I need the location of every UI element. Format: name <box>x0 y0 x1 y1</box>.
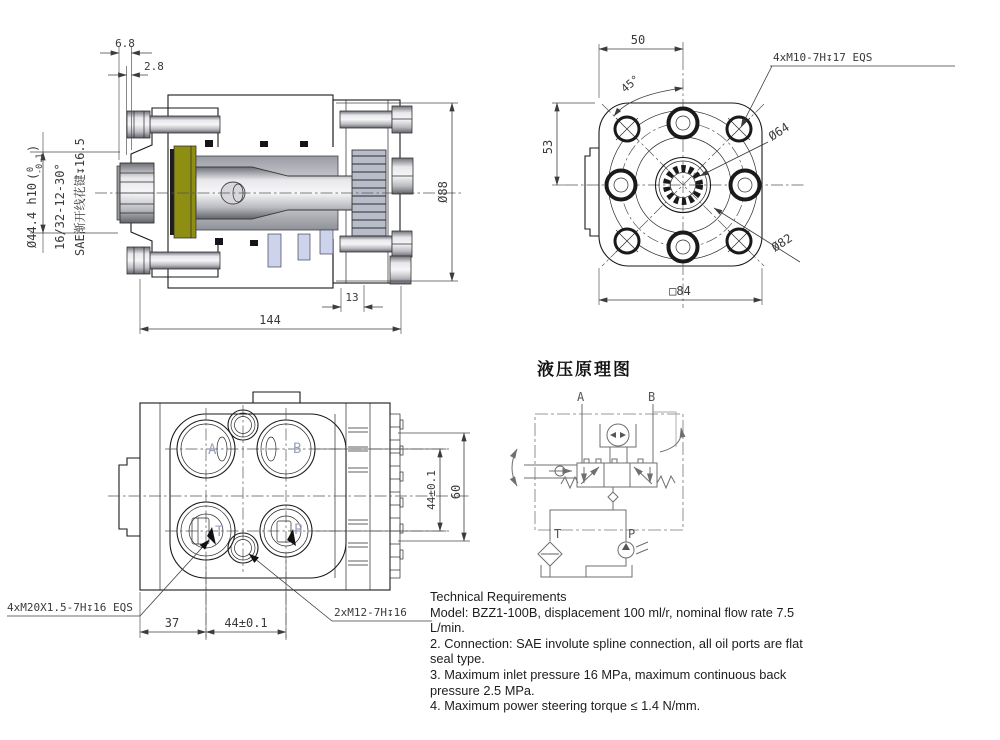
svg-text:Ø64: Ø64 <box>766 119 792 144</box>
tech-req-line: L/min. <box>430 620 465 636</box>
technical-requirements <box>430 589 810 714</box>
directional-valve <box>577 459 657 487</box>
port-view <box>7 392 470 640</box>
svg-text:144: 144 <box>259 313 281 327</box>
svg-text:60: 60 <box>449 484 463 500</box>
spline-note-label: SAE渐开线花键↧16.5 <box>73 138 87 256</box>
schematic-port-b: B <box>648 390 656 404</box>
o-ring <box>300 141 308 147</box>
feedback-arrow <box>660 428 681 452</box>
threaded-hole <box>615 117 639 141</box>
mount-hole <box>607 171 636 200</box>
svg-text:□84: □84 <box>669 284 691 298</box>
stud <box>268 234 281 267</box>
svg-text:): ) <box>26 144 40 152</box>
svg-text:4xM10-7H↧17 EQS: 4xM10-7H↧17 EQS <box>773 51 873 64</box>
side-tab <box>585 148 599 236</box>
dim-144 <box>140 279 401 334</box>
svg-text:6.8: 6.8 <box>115 37 135 50</box>
dim-37 <box>140 592 206 638</box>
svg-text:44±0.1: 44±0.1 <box>224 616 268 630</box>
mount-hole <box>669 233 698 262</box>
svg-text:A: A <box>208 442 217 458</box>
mount-hole <box>669 109 698 138</box>
tech-req-line: Model: BZZ1-100B, displacement 100 ml/r, nominal flow rate 7.5 <box>430 604 795 620</box>
seal-ring <box>170 149 174 235</box>
svg-text:2.8: 2.8 <box>144 60 164 73</box>
tech-req-title: Technical Requirements <box>430 589 567 604</box>
svg-text:Ø88: Ø88 <box>436 181 450 203</box>
svg-text:53: 53 <box>541 139 555 155</box>
svg-text:45°: 45° <box>618 72 643 96</box>
bolt-bottom-left <box>127 247 220 274</box>
threaded-hole <box>727 229 751 253</box>
svg-text:0: 0 <box>26 166 36 172</box>
bolt-top-right <box>340 106 412 133</box>
section-view <box>25 37 462 334</box>
svg-text:B: B <box>293 441 302 457</box>
steering-input <box>512 449 577 486</box>
spring-right <box>657 476 675 488</box>
spline-spec-label: 16/32-12-30° <box>53 163 67 250</box>
dim-53 <box>541 103 595 185</box>
threaded-hole <box>727 117 751 141</box>
svg-text:P: P <box>294 522 303 538</box>
o-ring <box>250 240 258 246</box>
bolt-top-left <box>127 111 220 138</box>
spring-left <box>561 477 578 488</box>
svg-text:44±0.1: 44±0.1 <box>425 470 438 510</box>
unit-boundary <box>535 414 683 530</box>
stud <box>320 230 333 254</box>
svg-text:T: T <box>215 524 224 540</box>
return-pressure-lines <box>550 487 626 542</box>
svg-text:2xM12-7H↧16: 2xM12-7H↧16 <box>334 606 407 619</box>
svg-text:Ø44.4 h10: Ø44.4 h10 <box>25 182 39 248</box>
svg-text:50: 50 <box>630 33 646 47</box>
front-view <box>541 33 955 308</box>
schematic-title: 液压原理图 <box>537 360 632 380</box>
tech-req-line: pressure 2.5 MPa. <box>430 682 535 698</box>
thread-callout <box>741 51 955 127</box>
pump <box>586 527 648 577</box>
dim-50 <box>599 33 683 98</box>
svg-text:-0.1: -0.1 <box>35 153 45 174</box>
hydraulic-schematic <box>512 359 683 577</box>
svg-text:T: T <box>554 527 562 541</box>
tech-req-line: seal type. <box>430 651 485 667</box>
hex-nut-low <box>390 256 411 284</box>
o-ring <box>260 141 268 147</box>
schematic-port-a: A <box>577 390 585 404</box>
tech-req-line: 2. Connection: SAE involute spline connection, all oil ports are flat <box>430 635 803 651</box>
svg-text:13: 13 <box>345 291 359 304</box>
svg-text:37: 37 <box>164 616 180 630</box>
dim-13 <box>322 285 383 312</box>
metering-motor <box>600 424 636 463</box>
mount-hole <box>731 171 760 200</box>
dim-6-8 <box>100 37 152 160</box>
shaft-stub <box>119 458 140 536</box>
tech-req-line: 4. Maximum power steering torque ≤ 1.4 N/mm. <box>430 698 701 714</box>
svg-text:Ø82: Ø82 <box>769 230 795 255</box>
thrust-washer <box>174 146 196 238</box>
top-boss <box>253 392 300 403</box>
svg-text:P: P <box>628 527 636 541</box>
o-ring <box>215 238 223 245</box>
svg-text:4xM20X1.5-7H↧16 EQS: 4xM20X1.5-7H↧16 EQS <box>7 601 133 614</box>
o-ring <box>205 140 213 147</box>
dim-sq84 <box>599 268 762 305</box>
svg-text:(: ( <box>26 172 40 180</box>
stud <box>298 234 310 260</box>
tech-req-line: 3. Maximum inlet pressure 16 MPa, maximum continuous back <box>430 666 787 682</box>
threaded-hole <box>615 229 639 253</box>
